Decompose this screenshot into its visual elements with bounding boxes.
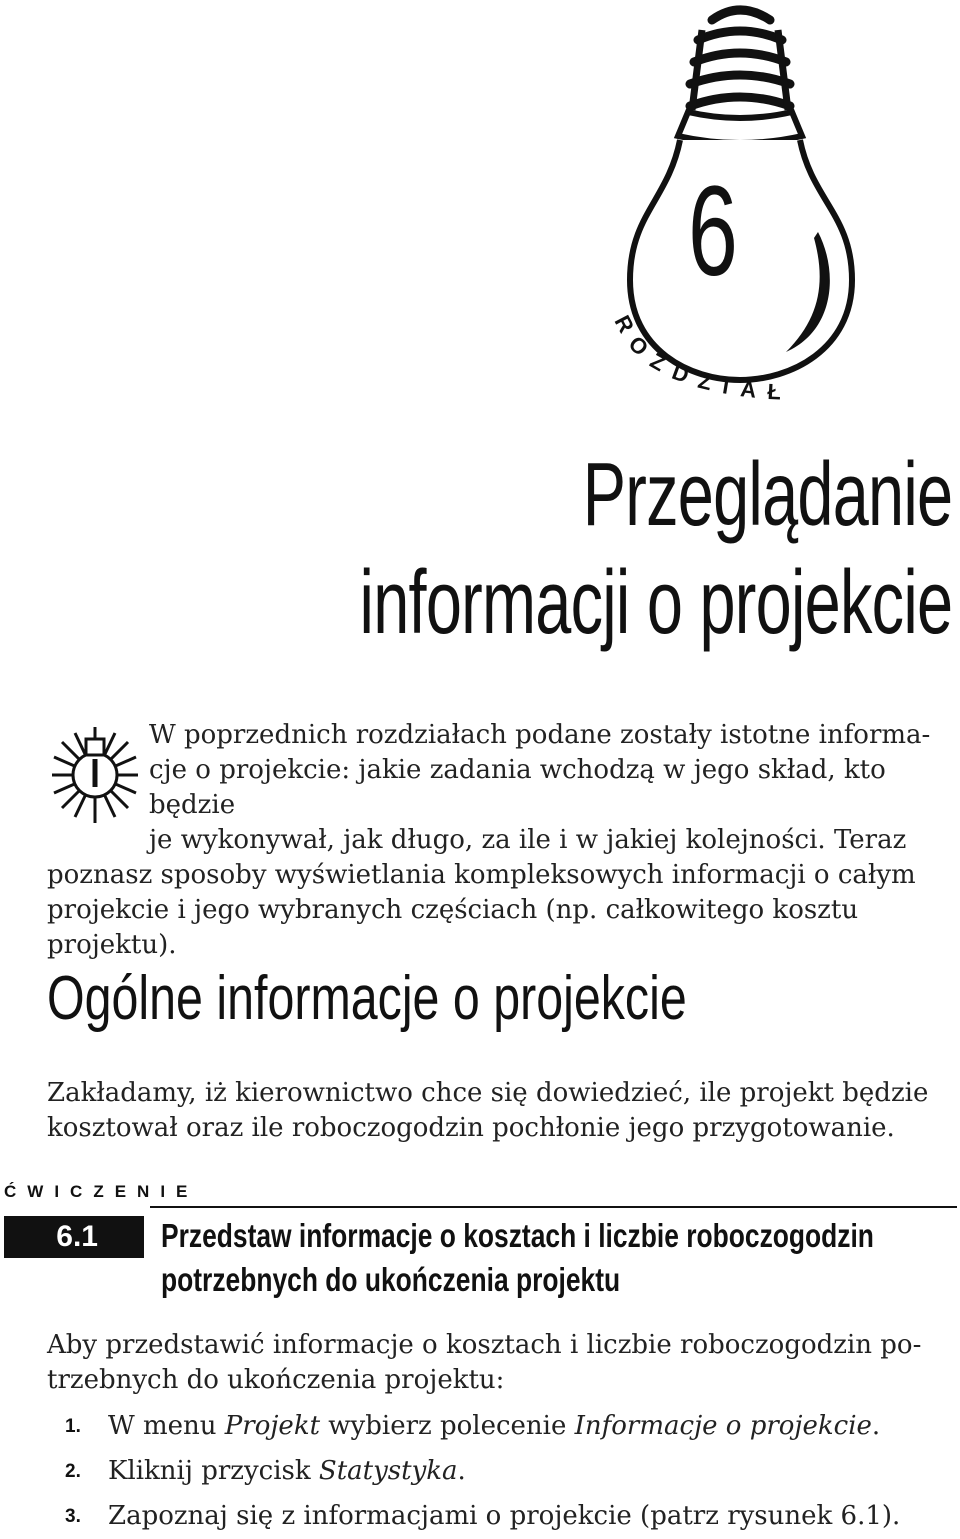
svg-text:ROZDZIAŁ: ROZDZIAŁ [609, 311, 794, 406]
exercise-title: Przedstaw informacje o kosztach i liczbie roboczogodzin potrzebnych do ukończenia projektu [161, 1217, 874, 1298]
section-paragraph: Zakładamy, iż kierownictwo chce się dowiedzieć, ile projekt będzie kosztował oraz ile roboczogodzin pochłonie jego przygotowanie. [47, 1078, 929, 1143]
steps-list [47, 1404, 957, 1539]
list-item: 2. Kliknij przycisk Statystyka. [65, 1456, 466, 1486]
section-heading: Ogólne informacje o projekcie [47, 964, 687, 1033]
exercise-divider [150, 1206, 957, 1208]
exercise-number-badge: 6.1 [4, 1216, 144, 1258]
exercise-paragraph: Aby przedstawić informacje o kosztach i liczbie roboczogodzin po- trzebnych do ukończenia projektu: [47, 1330, 922, 1395]
intro-paragraph: W poprzednich rozdziałach podane zostały istotne informa- cje o projekcie: jakie zadania wchodzą w jego skład, kto będzie je wykonywał, jak długo, za ile i w jakiej kolejności. Teraz poznasz sposoby wyświetlania kompleksowych informacji o całym projekcie i jego wybranych częściach (np. całkowitego kosztu projektu). [47, 720, 931, 960]
list-item: 1. W menu Projekt wybierz polecenie Informacje o projekcie. [65, 1411, 881, 1441]
chapter-word-label [600, 300, 810, 420]
chapter-number: 6 [688, 160, 738, 303]
list-item: 3. Zapoznaj się z informacjami o projekcie (patrz rysunek 6.1). [65, 1501, 901, 1531]
chapter-title-line-1: Przeglądanie [582, 445, 952, 545]
chapter-title-line-2: informacji o projekcie [359, 553, 952, 653]
exercise-label: ĆWICZENIE [4, 1182, 199, 1201]
